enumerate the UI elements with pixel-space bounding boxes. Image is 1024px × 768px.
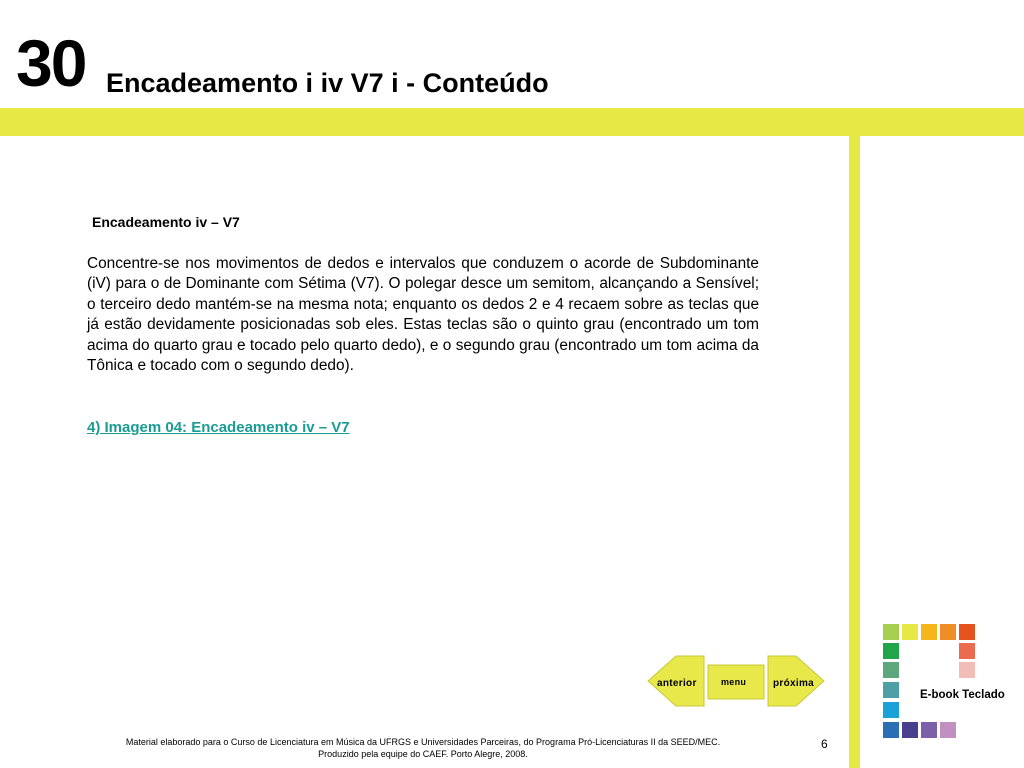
logo-square	[883, 682, 899, 698]
next-button[interactable]: próxima	[773, 678, 815, 689]
logo-square	[883, 624, 899, 640]
footer-line-1: Material elaborado para o Curso de Licenciatura em Música da UFRGS e Universidades Parceiras, do Programa Pró-Licenciaturas II da SEED/MEC.	[125, 737, 721, 747]
previous-button[interactable]: anterior	[657, 678, 697, 689]
logo-square	[883, 662, 899, 678]
content-paragraph: Concentre-se nos movimentos de dedos e intervalos que conduzem o acorde de Subdominante (iV) para o de Dominante com Sétima (V7). O polegar desce um semitom, alcançando a Sensível; o terceiro dedo mantém-se na mesma nota; enquanto os dedos 2 e 4 recaem sobre as teclas que já estão devidamente posicionadas sob eles. Estas teclas são o quinto grau (encontrado um tom acima do quarto grau e tocado pelo quarto dedo), e o segundo grau (encontrado um tom acima da Tônica e tocado com o segundo dedo).	[87, 255, 759, 375]
image-link[interactable]: 4) Imagem 04: Encadeamento iv – V7	[87, 419, 350, 436]
logo-square	[902, 722, 918, 738]
page-title: Encadeamento i iv V7 i - Conteúdo	[106, 68, 549, 98]
logo-square	[959, 643, 975, 659]
header-accent-bar	[0, 108, 1024, 136]
logo-square	[921, 624, 937, 640]
logo-square	[883, 722, 899, 738]
logo-square	[940, 624, 956, 640]
logo-square	[959, 624, 975, 640]
logo-square	[883, 643, 899, 659]
logo-square	[959, 662, 975, 678]
logo-square	[883, 702, 899, 718]
menu-button[interactable]: menu	[721, 677, 747, 687]
footer	[0, 736, 846, 760]
ebook-label: E-book Teclado	[920, 689, 1005, 701]
section-title: Encadeamento iv – V7	[92, 214, 240, 230]
lesson-number: 30	[16, 26, 86, 100]
logo-square	[902, 624, 918, 640]
logo-square	[940, 722, 956, 738]
sidebar-accent-bar	[849, 108, 860, 768]
footer-line-2: Produzido pela equipe do CAEF. Porto Alegre, 2008.	[318, 749, 528, 759]
logo-square	[921, 722, 937, 738]
page-number: 6	[821, 737, 828, 751]
